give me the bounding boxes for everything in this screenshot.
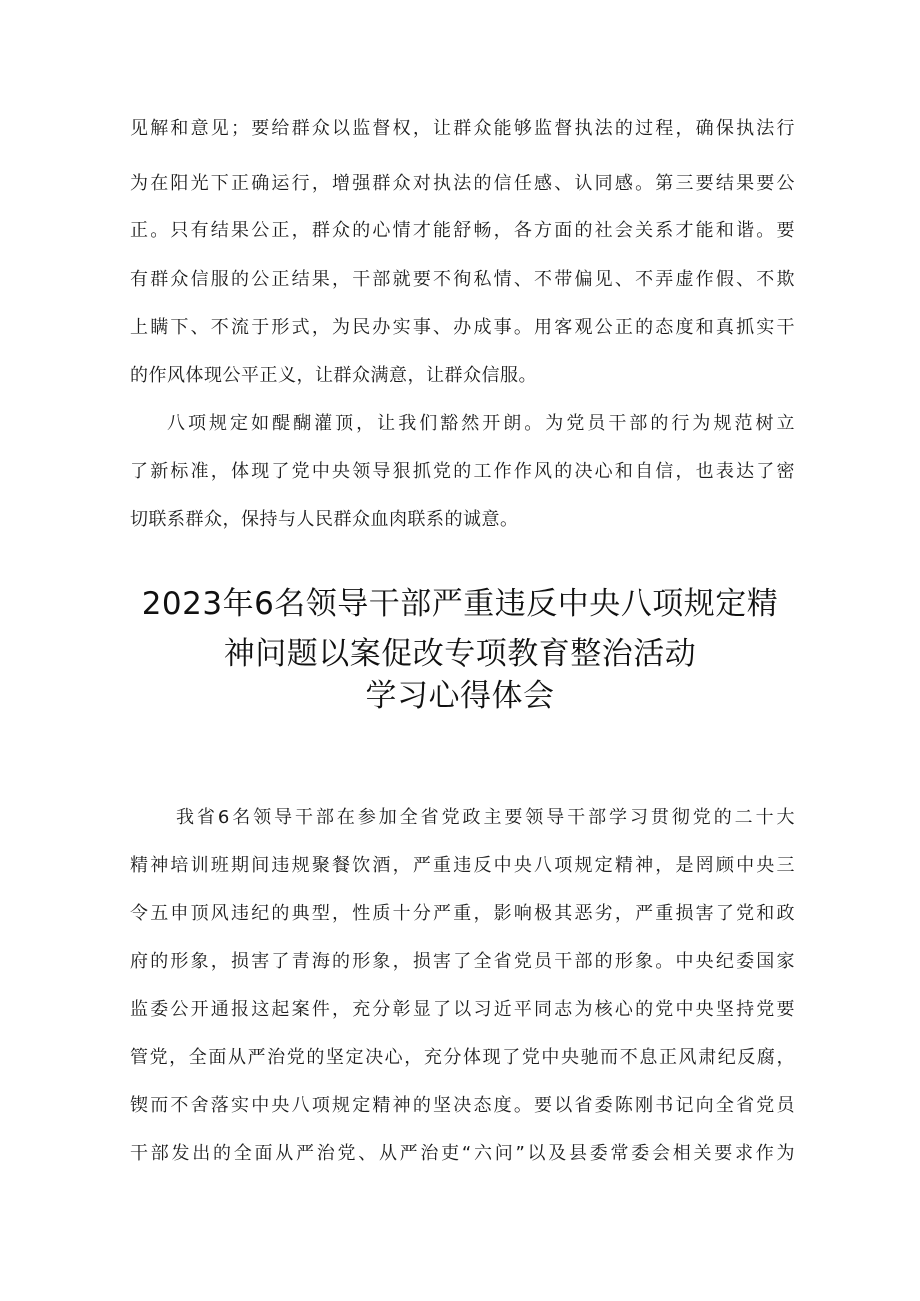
text-line: 了新标准，体现了党中央领导狠抓党的工作作风的决心和自信，也表达了密 [130,461,795,482]
text-line: 见解和意见；要给群众以监督权，让群众能够监督执法的过程，确保执法行 [130,118,795,139]
text-line: 府的形象，损害了青海的形象，损害了全省党员干部的形象。中央纪委国家 [130,951,795,972]
text-line: 干部发出的全面从严治党、从严治吏“六问”以及县委常委会相关要求作为 [130,1143,795,1164]
text-line: 切联系群众，保持与人民群众血肉联系的诚意。 [130,509,519,530]
title-line: 2023年6名领导干部严重违反中央八项规定精 [141,586,779,622]
text-line: 正。只有结果公正，群众的心情才能舒畅，各方面的社会关系才能和谐。要 [130,220,795,241]
text-line: 我省6名领导干部在参加全省党政主要领导干部学习贯彻党的二十大 [176,807,795,828]
text-line: 有群众信服的公正结果，干部就要不徇私情、不带偏见、不弄虚作假、不欺 [130,269,795,290]
text-line: 八项规定如醍醐灌顶，让我们豁然开朗。为党员干部的行为规范树立 [167,413,795,434]
text-line: 管党，全面从严治党的坚定决心，充分体现了党中央驰而不息正风肃纪反腐， [130,1047,795,1068]
text-line: 上瞒下、不流于形式，为民办实事、办成事。用客观公正的态度和真抓实干 [130,317,795,338]
text-line: 监委公开通报这起案件，充分彰显了以习近平同志为核心的党中央坚持党要 [130,999,795,1020]
text-line: 锲而不舍落实中央八项规定精神的坚决态度。要以省委陈刚书记向全省党员 [130,1095,795,1116]
text-line: 为在阳光下正确运行，增强群众对执法的信任感、认同感。第三要结果要公 [130,173,795,194]
text-line: 令五申顶风违纪的典型，性质十分严重，影响极其恶劣，严重损害了党和政 [130,903,795,924]
text-line: 精神培训班期间违规聚餐饮酒，严重违反中央八项规定精神，是罔顾中央三 [130,855,795,876]
text-line: 的作风体现公平正义，让群众满意，让群众信服。 [130,365,537,386]
title-line: 神问题以案促改专项教育整治活动 [223,636,697,672]
title-line: 学习心得体会 [365,678,555,714]
